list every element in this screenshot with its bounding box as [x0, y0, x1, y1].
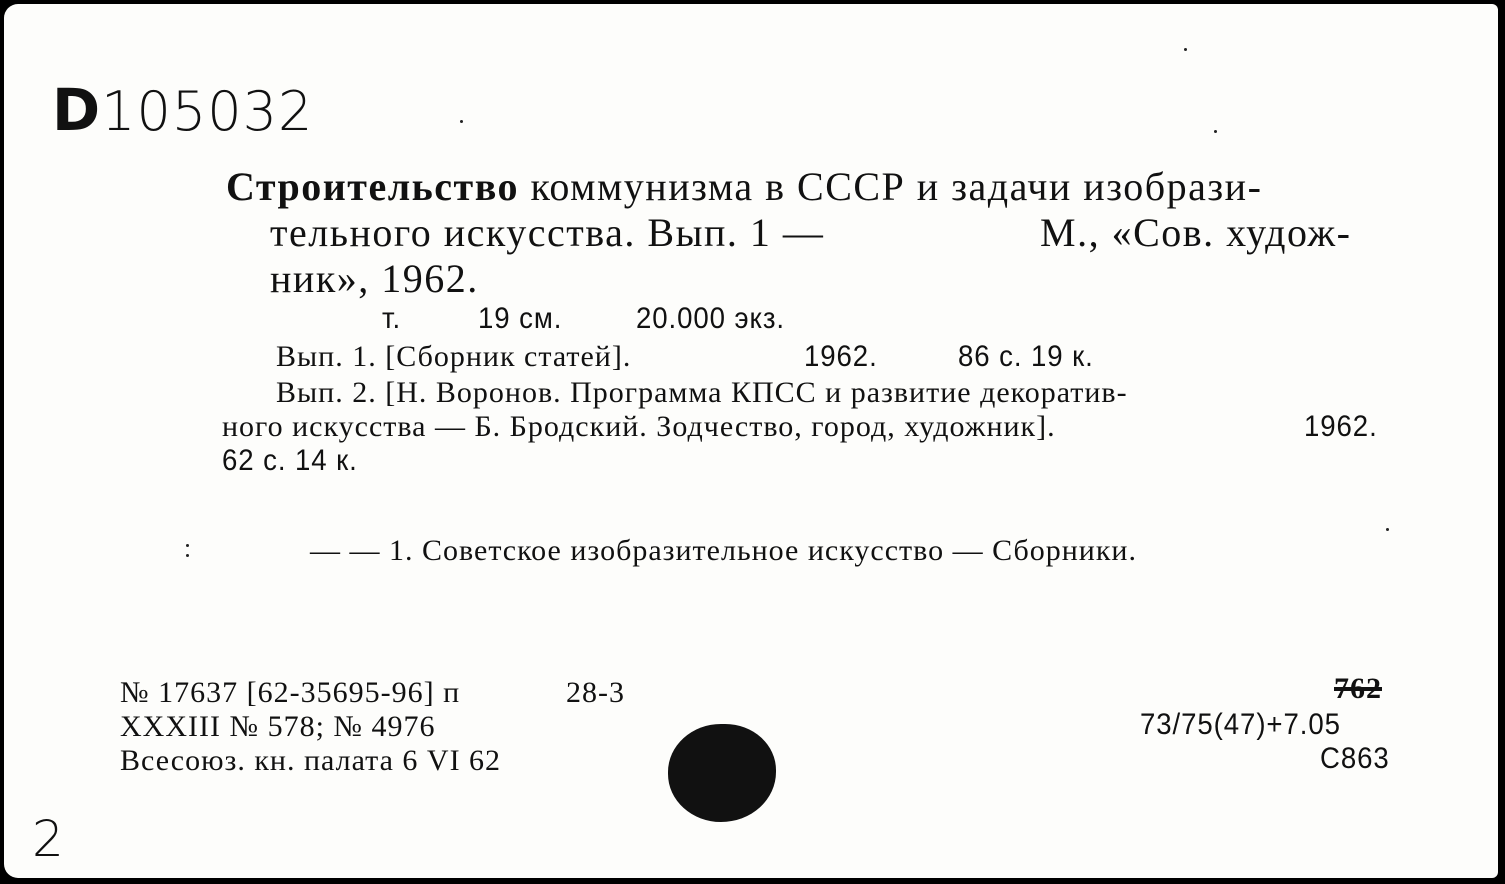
- class-index: 73/75(47)+7.05: [1140, 708, 1341, 741]
- call-number-prefix: D: [52, 76, 102, 144]
- physical-volume: т.: [382, 302, 402, 335]
- speck: [186, 554, 189, 557]
- issue-2-line-2: ного искусства — Б. Бродский. Зодчество, город, художник].: [222, 410, 1056, 443]
- speck: [1386, 528, 1389, 531]
- corner-handwritten-mark: 2: [32, 810, 64, 868]
- class-struck-number: 762: [1334, 672, 1382, 705]
- registry-line-3: Всесоюз. кн. палата 6 VI 62: [120, 744, 502, 777]
- physical-copies: 20.000 экз.: [636, 302, 785, 335]
- issue-2-line-3: 62 с. 14 к.: [222, 444, 358, 477]
- registry-line-1: № 17637 [62-35695-96] п: [120, 676, 461, 709]
- speck: [186, 544, 189, 547]
- subject-heading: — — 1. Советское изобразительное искусство — Сборники.: [310, 534, 1137, 567]
- title-bold: Строительство: [226, 164, 520, 209]
- title-line-3: ник», 1962.: [270, 256, 479, 301]
- speck: [1184, 48, 1187, 51]
- speck: [1214, 130, 1217, 133]
- issue-1-year: 1962.: [804, 340, 878, 373]
- issue-1: Вып. 1. [Сборник статей].: [276, 340, 632, 373]
- registry-line-2: XXXIII № 578; № 4976: [120, 710, 436, 743]
- catalog-card: [4, 4, 1498, 878]
- title-rest: коммунизма в СССР и задачи изобрази-: [530, 164, 1263, 209]
- call-number: [52, 76, 313, 144]
- registry-code: 28-3: [566, 676, 625, 709]
- call-number-value: 105032: [101, 80, 314, 143]
- author-mark: С863: [1320, 742, 1390, 775]
- title-line-2: тельного искусства. Вып. 1 —: [270, 210, 825, 255]
- speck: [460, 120, 463, 123]
- title-line-1: [226, 164, 1262, 210]
- issue-2-year: 1962.: [1304, 410, 1378, 443]
- issue-1-pages: 86 с. 19 к.: [958, 340, 1094, 373]
- title-line-2-publisher: М., «Сов. худож-: [1040, 210, 1352, 255]
- physical-size: 19 см.: [478, 302, 563, 335]
- issue-2-line-1: Вып. 2. [Н. Воронов. Программа КПСС и развитие декоратив-: [276, 376, 1128, 409]
- punch-hole: [668, 724, 776, 822]
